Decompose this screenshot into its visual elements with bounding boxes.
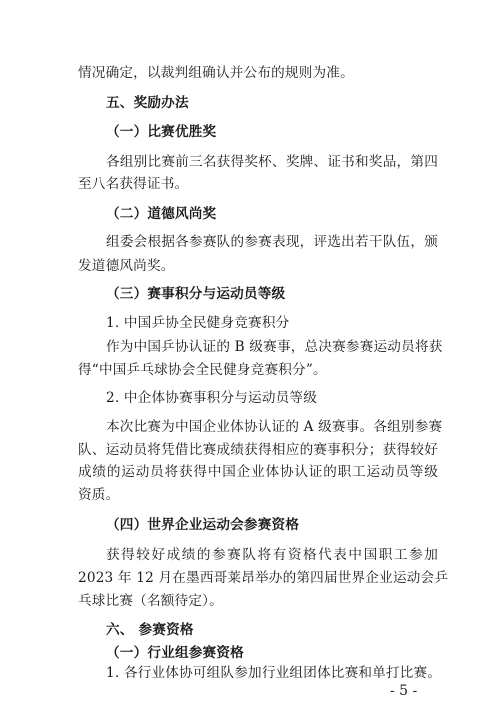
paragraph-line-enterprise-1: 本次比赛为中国企业体协认证的 A 级赛事。各组别参赛 xyxy=(106,418,443,435)
list-item-industry-teams: 1. 各行业体协可组队参加行业组团体比赛和单打比赛。 xyxy=(106,665,442,681)
subheading-industry-eligibility: （一）行业组参赛资格 xyxy=(106,644,244,661)
paragraph-line-cttf-2: 得“中国乒乓球协会全民健身竞赛积分”。 xyxy=(78,362,327,379)
paragraph-line-world-games-2: 2023 年 12 月在墨西哥莱昂举办的第四届世界企业运动会乒 xyxy=(78,569,449,586)
paragraph-line-enterprise-4: 资质。 xyxy=(78,487,120,504)
subheading-sportsmanship-award: （二）道德风尚奖 xyxy=(106,205,217,222)
paragraph-line-enterprise-3: 成绩的运动员将获得中国企业体协认证的职工运动员等级 xyxy=(78,464,438,481)
paragraph-line-winner-2: 至八名获得证书。 xyxy=(78,176,189,193)
list-item-cttf-points: 1. 中国乒协全民健身竞赛积分 xyxy=(106,315,290,331)
paragraph-line-world-games-1: 获得较好成绩的参赛队将有资格代表中国职工参加 xyxy=(106,546,438,563)
list-item-enterprise-points: 2. 中企体协赛事积分与运动员等级 xyxy=(106,390,318,406)
paragraph-line-world-games-3: 乓球比赛（名额待定）。 xyxy=(78,592,223,609)
subheading-world-games: （四）世界企业运动会参赛资格 xyxy=(106,516,300,533)
paragraph-line-sportsmanship-2: 发道德风尚奖。 xyxy=(78,257,175,274)
paragraph-line-winner-1: 各组别比赛前三名获得奖杯、奖牌、证书和奖品，第四 xyxy=(106,153,438,170)
paragraph-line-rules: 情况确定，以裁判组确认并公布的规则为准。 xyxy=(78,65,354,81)
subheading-winner-award: （一）比赛优胜奖 xyxy=(106,124,217,141)
page-number: - 5 - xyxy=(390,683,418,699)
paragraph-line-enterprise-2: 队、运动员将凭借比赛成绩获得相应的赛事积分；获得较好 xyxy=(78,441,438,458)
paragraph-line-sportsmanship-1: 组委会根据各参赛队的参赛表现，评选出若干队伍，颁 xyxy=(106,234,438,251)
paragraph-line-cttf-1: 作为中国乒协认证的 B 级赛事，总决赛参赛运动员将获 xyxy=(106,339,443,356)
section-heading-rewards: 五、奖励办法 xyxy=(106,94,189,111)
section-heading-eligibility: 六、 参赛资格 xyxy=(106,621,194,638)
subheading-points-and-levels: （三）赛事积分与运动员等级 xyxy=(106,286,286,303)
